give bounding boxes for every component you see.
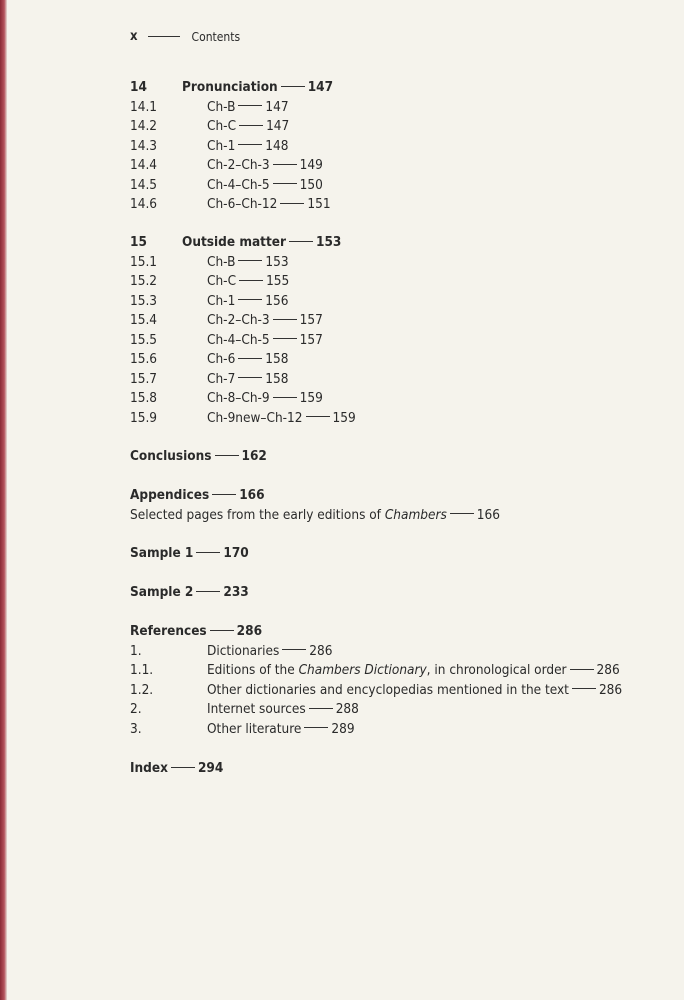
entry-title xyxy=(207,311,323,331)
dash-separator xyxy=(238,144,262,145)
entry-number: 15.6 xyxy=(130,351,158,367)
entry-title xyxy=(130,506,500,526)
page-number: x xyxy=(130,29,138,44)
dash-separator xyxy=(572,688,596,689)
entry-page: 157 xyxy=(299,331,323,348)
entry-page: 233 xyxy=(223,584,249,600)
dash-separator xyxy=(306,416,330,417)
entry-number: 15 xyxy=(130,234,147,250)
entry-title xyxy=(207,681,622,701)
entry-number: 1.1. xyxy=(130,662,154,678)
entry-title-text: Dictionaries xyxy=(207,642,280,659)
entry-title xyxy=(207,195,331,215)
entry-number: 3. xyxy=(130,720,142,737)
entry-title xyxy=(207,661,620,681)
entry-title-text: Ch-8–Ch-9 xyxy=(207,390,270,406)
entry-number: 1.2. xyxy=(130,681,154,698)
entry-number: 14.2 xyxy=(130,118,158,134)
dash-separator xyxy=(282,649,306,650)
entry-number: 15.3 xyxy=(130,292,158,309)
entry-page: 288 xyxy=(335,701,359,717)
dash-separator xyxy=(280,203,304,204)
entry-number: 14.4 xyxy=(130,157,158,173)
entry-page: 286 xyxy=(309,642,333,659)
entry-title-text: Other dictionaries and encyclopedias mentioned in the text xyxy=(207,681,569,698)
dash-separator xyxy=(212,494,236,495)
entry-title xyxy=(182,78,333,98)
entry-title-text: Pronunciation xyxy=(182,79,278,95)
entry-page: 159 xyxy=(332,409,356,426)
entry-page: 286 xyxy=(236,623,263,639)
entry-title-text: Ch-1 xyxy=(207,137,236,154)
entry-title xyxy=(130,583,249,603)
entry-number: 14.1 xyxy=(130,98,158,115)
entry-number: 15.7 xyxy=(130,370,158,387)
dash-separator xyxy=(273,319,297,320)
entry-title-text: Outside matter xyxy=(182,234,287,250)
entry-title xyxy=(207,642,332,662)
dash-separator xyxy=(273,397,297,398)
entry-title-text: Index xyxy=(130,760,168,776)
entry-page: 150 xyxy=(299,176,323,193)
entry-title-text: Selected pages from the early editions of xyxy=(130,506,385,523)
running-header xyxy=(130,29,240,44)
dash-separator xyxy=(570,669,594,670)
entry-title xyxy=(207,409,356,429)
entry-page: 153 xyxy=(265,253,289,270)
dash-separator xyxy=(273,338,297,339)
entry-title-text: Ch-2–Ch-3 xyxy=(207,312,270,328)
dash-separator xyxy=(273,183,297,184)
entry-title xyxy=(207,370,288,390)
dash-separator xyxy=(289,241,313,242)
entry-number: 2. xyxy=(130,701,142,717)
entry-page: 286 xyxy=(598,681,623,698)
entry-number: 15.2 xyxy=(130,273,158,289)
entry-page: 286 xyxy=(596,662,620,678)
entry-title xyxy=(130,544,249,564)
entry-title xyxy=(207,272,289,292)
entry-title xyxy=(207,350,288,370)
entry-page: 158 xyxy=(265,351,289,367)
entry-title xyxy=(130,486,265,506)
entry-title xyxy=(207,700,359,720)
dash-separator xyxy=(273,164,297,165)
entry-page: 155 xyxy=(266,273,290,289)
entry-title-text: Ch-C xyxy=(207,273,237,289)
entry-title xyxy=(207,176,323,196)
entry-title xyxy=(207,331,323,351)
entry-title-text: Ch-B xyxy=(207,253,236,270)
entry-page: 166 xyxy=(476,506,500,523)
dash-separator xyxy=(171,767,195,768)
entry-title xyxy=(207,156,323,176)
entry-number: 1. xyxy=(130,642,142,659)
dash-separator xyxy=(238,358,262,359)
entry-page: 166 xyxy=(239,487,265,503)
dash-separator xyxy=(239,125,263,126)
entry-page: 157 xyxy=(299,312,323,328)
entry-title-italic: Chambers Dictionary xyxy=(298,662,427,678)
dash-separator xyxy=(309,708,333,709)
dash-separator xyxy=(196,552,220,553)
entry-page: 156 xyxy=(265,292,289,309)
entry-title xyxy=(130,447,267,467)
entry-title-text: Ch-6 xyxy=(207,351,236,367)
entry-title xyxy=(182,233,341,253)
entry-page: 162 xyxy=(241,448,267,464)
entry-page: 170 xyxy=(223,545,249,561)
entry-title xyxy=(207,389,323,409)
entry-title-text: References xyxy=(130,623,207,639)
entry-number: 15.8 xyxy=(130,390,158,406)
entry-title-text: Appendices xyxy=(130,487,210,503)
entry-number: 15.9 xyxy=(130,409,158,426)
dash-separator xyxy=(238,260,262,261)
dash-separator xyxy=(210,630,234,631)
entry-number: 15.1 xyxy=(130,253,158,270)
entry-title-text: Sample 2 xyxy=(130,584,194,600)
entry-number: 15.5 xyxy=(130,331,158,348)
entry-page: 289 xyxy=(331,720,355,737)
entry-title-text: Conclusions xyxy=(130,448,212,464)
entry-title xyxy=(207,720,355,740)
entry-title-text: Ch-4–Ch-5 xyxy=(207,331,270,348)
entry-title-text: Ch-9new–Ch-12 xyxy=(207,409,303,426)
entry-title xyxy=(130,759,223,779)
entry-page: 147 xyxy=(265,98,289,115)
header-dash xyxy=(148,36,180,37)
entry-title-text: Internet sources xyxy=(207,701,306,717)
dash-separator xyxy=(215,455,239,456)
entry-title-text: Other literature xyxy=(207,720,302,737)
entry-page: 149 xyxy=(299,157,323,173)
entry-number: 14.3 xyxy=(130,137,158,154)
entry-title-text: Ch-4–Ch-5 xyxy=(207,176,270,193)
dash-separator xyxy=(238,377,262,378)
dash-separator xyxy=(450,513,474,514)
entry-title-text: Ch-7 xyxy=(207,370,236,387)
book-spine-edge xyxy=(0,0,7,1000)
entry-title-text: Ch-2–Ch-3 xyxy=(207,157,270,173)
entry-title xyxy=(207,137,288,157)
dash-separator xyxy=(238,299,262,300)
entry-number: 14 xyxy=(130,79,147,95)
entry-page: 147 xyxy=(266,118,290,134)
entry-title-rest: , in chronological order xyxy=(426,662,567,678)
entry-page: 294 xyxy=(197,760,224,776)
dash-separator xyxy=(196,591,220,592)
entry-page: 148 xyxy=(265,137,289,154)
entry-number: 14.6 xyxy=(130,196,158,212)
entry-title xyxy=(207,98,289,118)
entry-number: 15.4 xyxy=(130,312,158,328)
entry-page: 151 xyxy=(307,196,331,212)
entry-title xyxy=(130,622,262,642)
entry-title-text: Editions of the xyxy=(207,662,299,678)
dash-separator xyxy=(281,86,305,87)
entry-title-italic: Chambers xyxy=(384,506,447,523)
dash-separator xyxy=(238,105,262,106)
entry-title xyxy=(207,117,289,137)
dash-separator xyxy=(304,727,328,728)
entry-number: 14.5 xyxy=(130,176,158,193)
entry-title-text: Ch-1 xyxy=(207,292,236,309)
entry-page: 158 xyxy=(265,370,289,387)
dash-separator xyxy=(239,280,263,281)
entry-title xyxy=(207,253,289,273)
entry-page: 159 xyxy=(299,390,323,406)
entry-page: 147 xyxy=(307,79,334,95)
entry-title xyxy=(207,292,288,312)
entry-title-text: Ch-C xyxy=(207,118,237,134)
entry-title-text: Ch-B xyxy=(207,98,236,115)
entry-page: 153 xyxy=(316,234,342,250)
entry-title-text: Sample 1 xyxy=(130,545,194,561)
running-title: Contents xyxy=(191,29,241,44)
entry-title-text: Ch-6–Ch-12 xyxy=(207,196,278,212)
